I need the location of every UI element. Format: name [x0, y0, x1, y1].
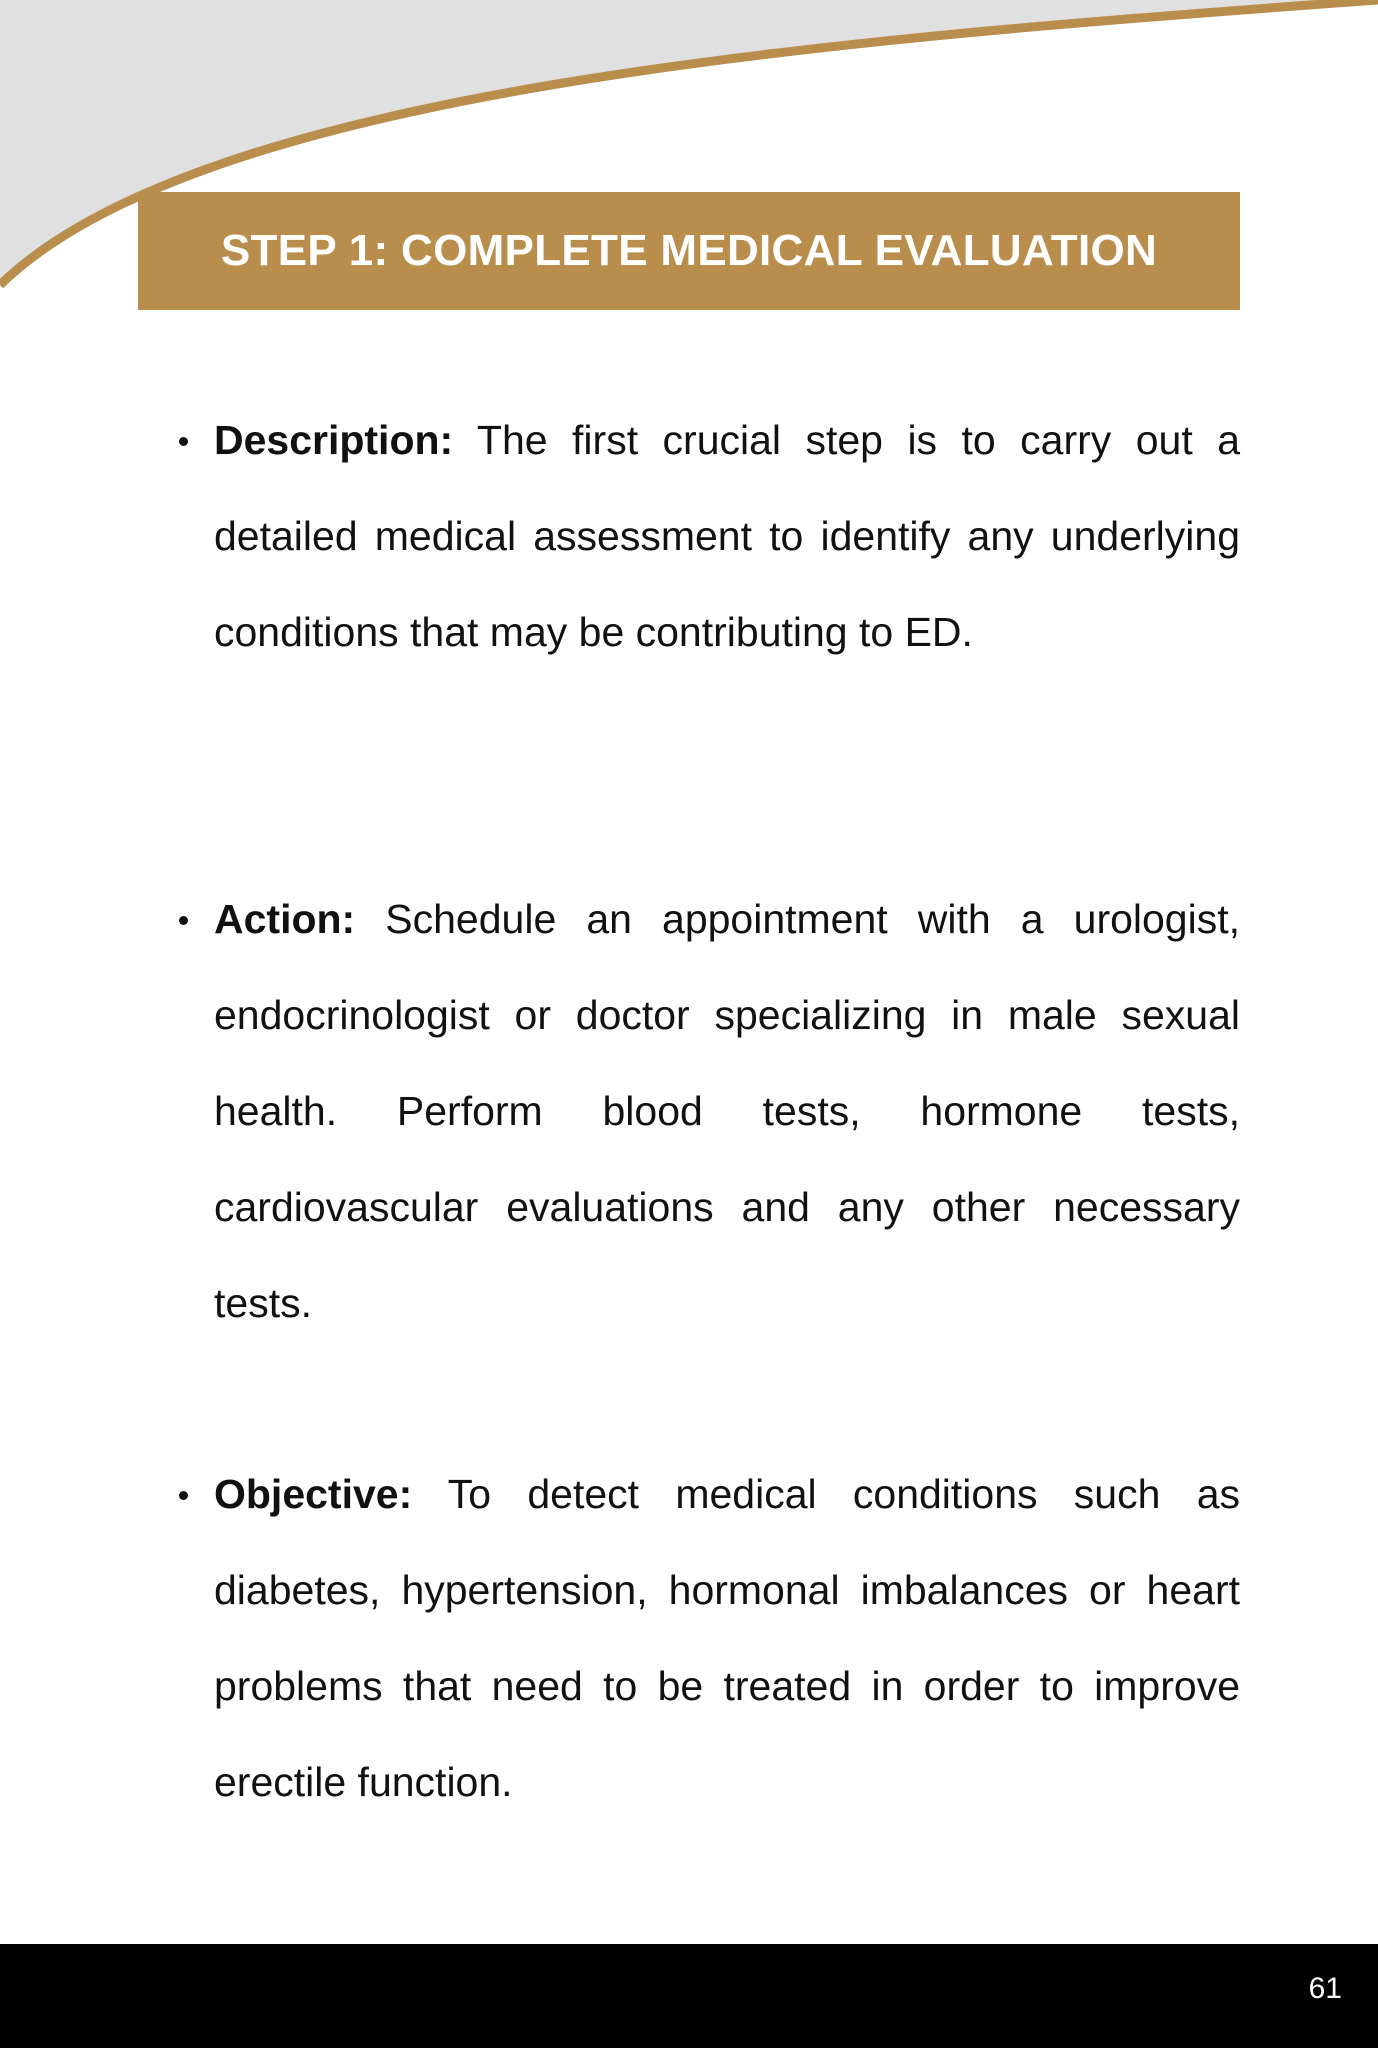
bullet-text: Schedule an appointment with a urologist, endocrinologist or doctor specializing in male sexual health. Perform blood tests, hormone tests, cardiovascular evaluations and any other necessary tests.: [214, 896, 1240, 1326]
bullet-action: [214, 871, 1240, 1351]
bullet-label: Action:: [214, 896, 356, 942]
page-number: 61: [1308, 1972, 1342, 2005]
footer-bar: [0, 1944, 1378, 2048]
page-title: STEP 1: COMPLETE MEDICAL EVALUATION: [220, 226, 1158, 275]
bullet-text: To detect medical conditions such as diabetes, hypertension, hormonal imbalances or heart problems that need to be treated in order to improve erectile function.: [214, 1471, 1240, 1805]
bullet-label: Objective:: [214, 1471, 413, 1517]
bullet-text: The first crucial step is to carry out a detailed medical assessment to identify any underlying conditions that may be contributing to ED.: [214, 417, 1240, 655]
bullet-description: [214, 392, 1240, 680]
bullet-label: Description:: [214, 417, 454, 463]
bullet-objective: [214, 1446, 1240, 1830]
